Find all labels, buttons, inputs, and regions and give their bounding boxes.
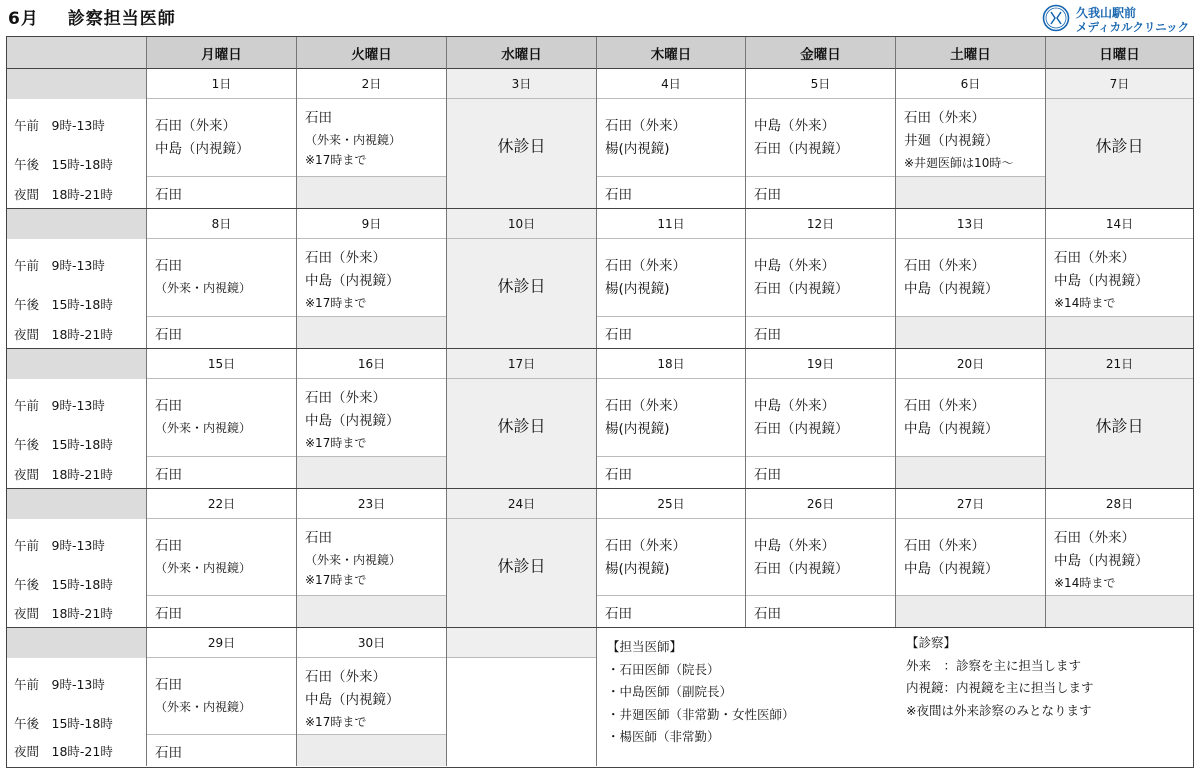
doctor-line: ※17時まで xyxy=(305,436,367,450)
date-label: 30日 xyxy=(297,628,446,658)
doctor-line: 中島（内視鏡） xyxy=(1054,553,1149,569)
doctor-line: 石田（外来） xyxy=(605,398,686,414)
evening-doctor: 石田 xyxy=(147,734,296,766)
doctor-line: （外来・内視鏡） xyxy=(155,700,252,714)
date-label: 14日 xyxy=(1046,209,1193,239)
date-label: 18日 xyxy=(597,349,745,379)
day-cell xyxy=(297,628,447,766)
day-doctors xyxy=(754,535,891,581)
doctor-line: 石田（内視鏡） xyxy=(754,421,849,437)
time-label-afternoon: 午後 15時-18時 xyxy=(14,577,113,592)
weekday-header: 火曜日 xyxy=(297,37,447,69)
evening-doctor: 石田 xyxy=(746,316,895,348)
doctor-line: ※井廻医師は10時～ xyxy=(904,156,1014,170)
doctor-line: 中島（外来） xyxy=(754,398,835,414)
week-row xyxy=(7,69,1193,209)
doctor-line: 井廻（内視鏡） xyxy=(904,133,999,149)
time-slot-labels xyxy=(7,69,147,208)
time-label-morning: 午前 9時-13時 xyxy=(14,398,105,413)
day-doctors xyxy=(1054,527,1189,593)
evening-doctor: 石田 xyxy=(147,456,296,488)
day-cell xyxy=(597,69,746,208)
doctor-list-item: ・楊医師（非常勤） xyxy=(607,729,720,744)
doctor-line: 中島（内視鏡） xyxy=(1054,273,1149,289)
doctor-line: 中島（外来） xyxy=(754,538,835,554)
time-label-afternoon: 午後 15時-18時 xyxy=(14,437,113,452)
doctor-line: ※17時まで xyxy=(305,715,367,729)
doctor-list-item: ・井廻医師（非常勤・女性医師） xyxy=(607,706,795,722)
day-cell xyxy=(746,209,896,348)
evening-doctor xyxy=(1046,316,1193,348)
day-doctors xyxy=(904,535,1041,581)
date-label: 22日 xyxy=(147,489,296,519)
day-doctors xyxy=(155,115,292,161)
consult-notes-item: 内視鏡：内視鏡を主に担当します xyxy=(906,680,1094,695)
date-label: 9日 xyxy=(297,209,446,239)
doctor-line: 中島（内視鏡） xyxy=(305,413,400,429)
date-label: 7日 xyxy=(1046,69,1193,99)
closed-day-cell xyxy=(1046,349,1193,488)
page-title xyxy=(8,4,176,29)
day-doctors xyxy=(605,255,741,301)
doctor-line: ※17時まで xyxy=(305,153,367,167)
doctor-line: 楊(内視鏡) xyxy=(605,141,670,157)
day-cell xyxy=(147,628,297,766)
evening-doctor xyxy=(297,456,446,488)
day-doctors xyxy=(155,535,292,578)
closed-label: 休診日 xyxy=(1095,416,1144,436)
empty-day-cell xyxy=(447,628,597,766)
evening-doctor: 石田 xyxy=(597,176,745,208)
doctor-line: 石田（内視鏡） xyxy=(754,141,849,157)
evening-doctor: 石田 xyxy=(746,176,895,208)
evening-doctor xyxy=(297,734,446,766)
consult-notes xyxy=(906,632,1094,722)
doctor-line: 石田（外来） xyxy=(605,118,686,134)
doctor-line: 石田 xyxy=(155,538,182,554)
day-doctors xyxy=(605,535,741,581)
doctor-line: 中島（内視鏡） xyxy=(904,561,999,577)
day-cell xyxy=(597,489,746,627)
closed-label: 休診日 xyxy=(497,136,546,156)
day-cell xyxy=(297,489,447,627)
evening-doctor xyxy=(297,316,446,348)
doctor-line: 石田（外来） xyxy=(305,669,386,685)
schedule-grid xyxy=(6,36,1194,768)
header-corner xyxy=(7,37,147,69)
date-label-empty xyxy=(447,628,596,658)
day-cell xyxy=(297,69,447,208)
time-label-evening: 夜間 18時-21時 xyxy=(14,744,113,759)
doctor-line: 石田（外来） xyxy=(904,398,985,414)
day-doctors xyxy=(1054,247,1189,313)
evening-doctor: 石田 xyxy=(597,456,745,488)
label-spacer xyxy=(7,349,146,379)
doctor-line: 石田（外来） xyxy=(155,118,236,134)
day-cell xyxy=(896,489,1046,627)
day-cell xyxy=(896,349,1046,488)
doctor-line: 楊(内視鏡) xyxy=(605,561,670,577)
day-doctors xyxy=(904,255,1041,301)
doctor-line: 中島（内視鏡） xyxy=(155,141,250,157)
evening-doctor: 石田 xyxy=(597,316,745,348)
doctor-line: 石田（外来） xyxy=(904,110,985,126)
day-doctors xyxy=(305,666,442,732)
closed-label: 休診日 xyxy=(497,556,546,575)
day-doctors xyxy=(305,527,442,590)
date-label: 13日 xyxy=(896,209,1045,239)
doctor-line: ※14時まで xyxy=(1054,576,1116,590)
day-doctors xyxy=(605,115,741,161)
day-cell xyxy=(746,489,896,627)
doctor-line: 石田（外来） xyxy=(1054,250,1135,266)
day-cell xyxy=(297,209,447,348)
doctor-line: （外来・内視鏡） xyxy=(155,421,252,435)
day-cell xyxy=(147,209,297,348)
doctor-line: 中島（内視鏡） xyxy=(904,281,999,297)
label-spacer xyxy=(7,628,146,658)
weekday-header: 木曜日 xyxy=(597,37,746,69)
doctor-line: 石田 xyxy=(305,530,332,546)
doctor-line: （外来・内視鏡） xyxy=(155,561,252,575)
doctor-line: 石田 xyxy=(155,398,182,414)
day-doctors xyxy=(904,107,1041,173)
week-row xyxy=(7,209,1193,349)
weekday-header: 土曜日 xyxy=(896,37,1046,69)
label-spacer xyxy=(7,69,146,99)
date-label: 11日 xyxy=(597,209,745,239)
doctor-line: 中島（外来） xyxy=(754,118,835,134)
date-label: 23日 xyxy=(297,489,446,519)
time-label-afternoon: 午後 15時-18時 xyxy=(14,716,113,731)
doctor-line: 石田 xyxy=(155,677,182,693)
date-label: 6日 xyxy=(896,69,1045,99)
closed-day-cell xyxy=(447,209,597,348)
weekday-header: 日曜日 xyxy=(1046,37,1193,69)
day-cell xyxy=(896,209,1046,348)
closed-day-cell xyxy=(447,489,597,627)
time-slot-labels xyxy=(7,489,147,627)
label-spacer xyxy=(7,489,146,519)
weekday-header: 金曜日 xyxy=(746,37,896,69)
time-label-evening: 夜間 18時-21時 xyxy=(14,606,113,621)
date-label: 24日 xyxy=(447,489,596,519)
date-label: 2日 xyxy=(297,69,446,99)
clinic-emblem-icon xyxy=(1042,4,1070,32)
date-label: 16日 xyxy=(297,349,446,379)
date-label: 12日 xyxy=(746,209,895,239)
date-label: 29日 xyxy=(147,628,296,658)
doctor-line: 中島（内視鏡） xyxy=(305,692,400,708)
week-row xyxy=(7,628,1193,766)
consult-notes-item: ※夜間は外来診察のみとなります xyxy=(906,702,1092,718)
doctor-line: 中島（内視鏡） xyxy=(305,273,400,289)
consult-notes-item: 外来 ：診察を主に担当します xyxy=(906,657,1082,673)
doctor-list xyxy=(607,636,795,749)
doctor-line: 石田（外来） xyxy=(904,258,985,274)
doctor-line: 楊(内視鏡) xyxy=(605,421,670,437)
day-doctors xyxy=(305,247,442,313)
doctor-line: 石田（内視鏡） xyxy=(754,281,849,297)
doctor-line: 石田 xyxy=(305,110,332,126)
doctor-line: 石田（外来） xyxy=(605,258,686,274)
doctor-line: 石田（外来） xyxy=(605,538,686,554)
evening-doctor xyxy=(896,595,1045,627)
time-slot-labels xyxy=(7,349,147,488)
day-cell xyxy=(746,349,896,488)
doctor-line: 中島（外来） xyxy=(754,258,835,274)
time-slot-labels xyxy=(7,628,147,766)
date-label: 3日 xyxy=(447,69,596,99)
day-cell xyxy=(597,209,746,348)
doctor-line: ※14時まで xyxy=(1054,296,1116,310)
evening-doctor xyxy=(1046,595,1193,627)
time-label-morning: 午前 9時-13時 xyxy=(14,677,105,692)
evening-doctor xyxy=(297,595,446,627)
day-doctors xyxy=(305,387,442,453)
clinic-name-line1: 久我山駅前 xyxy=(1076,6,1137,20)
doctor-line: （外来・内視鏡） xyxy=(305,553,402,567)
date-label: 27日 xyxy=(896,489,1045,519)
date-label: 25日 xyxy=(597,489,745,519)
doctor-line: 石田（外来） xyxy=(305,250,386,266)
day-cell xyxy=(297,349,447,488)
evening-doctor: 石田 xyxy=(746,595,895,627)
day-doctors xyxy=(605,395,741,441)
label-spacer xyxy=(7,209,146,239)
day-doctors xyxy=(155,395,292,438)
date-label: 26日 xyxy=(746,489,895,519)
doctor-line: （外来・内視鏡） xyxy=(155,281,252,295)
day-cell xyxy=(147,69,297,208)
date-label: 4日 xyxy=(597,69,745,99)
doctor-list-item: ・石田医師（院長） xyxy=(607,661,720,677)
week-row xyxy=(7,489,1193,628)
day-doctors xyxy=(155,674,292,717)
doctor-line: ※17時まで xyxy=(305,573,367,587)
day-cell xyxy=(896,69,1046,208)
doctor-line: 中島（内視鏡） xyxy=(904,421,999,437)
closed-label: 休診日 xyxy=(497,416,546,436)
doctor-list-title: 【担当医師】 xyxy=(607,639,683,654)
evening-doctor xyxy=(896,316,1045,348)
evening-doctor: 石田 xyxy=(746,456,895,488)
time-label-morning: 午前 9時-13時 xyxy=(14,538,105,553)
day-doctors xyxy=(754,115,891,161)
day-cell xyxy=(1046,209,1193,348)
evening-doctor: 石田 xyxy=(147,316,296,348)
date-label: 15日 xyxy=(147,349,296,379)
day-cell xyxy=(147,489,297,627)
evening-doctor: 石田 xyxy=(597,595,745,627)
time-label-evening: 夜間 18時-21時 xyxy=(14,187,113,202)
closed-day-cell xyxy=(447,349,597,488)
day-cell xyxy=(147,349,297,488)
time-label-evening: 夜間 18時-21時 xyxy=(14,327,113,342)
evening-doctor: 石田 xyxy=(147,595,296,627)
day-cell xyxy=(597,349,746,488)
closed-label: 休診日 xyxy=(1095,136,1144,156)
week-row xyxy=(7,349,1193,489)
day-doctors xyxy=(754,395,891,441)
weekday-header: 月曜日 xyxy=(147,37,297,69)
doctor-list-item: ・中島医師（副院長） xyxy=(607,684,733,699)
evening-doctor xyxy=(896,456,1045,488)
date-label: 21日 xyxy=(1046,349,1193,379)
clinic-logo xyxy=(1040,3,1198,37)
time-label-afternoon: 午後 15時-18時 xyxy=(14,157,113,172)
time-slot-labels xyxy=(7,209,147,348)
clinic-name-line2: メディカルクリニック xyxy=(1076,20,1190,34)
consult-notes-title: 【診察】 xyxy=(906,635,957,650)
day-doctors xyxy=(754,255,891,301)
doctor-line: 石田（内視鏡） xyxy=(754,561,849,577)
closed-label: 休診日 xyxy=(497,276,546,296)
time-label-afternoon: 午後 15時-18時 xyxy=(14,297,113,312)
date-label: 10日 xyxy=(447,209,596,239)
month-label: 6月 xyxy=(8,9,39,29)
doctor-line: 石田 xyxy=(155,258,182,274)
closed-day-cell xyxy=(1046,69,1193,208)
schedule-title: 診察担当医師 xyxy=(67,9,176,29)
day-doctors xyxy=(305,107,442,170)
closed-day-cell xyxy=(447,69,597,208)
date-label: 20日 xyxy=(896,349,1045,379)
time-label-morning: 午前 9時-13時 xyxy=(14,258,105,273)
day-cell xyxy=(1046,489,1193,627)
date-label: 8日 xyxy=(147,209,296,239)
date-label: 28日 xyxy=(1046,489,1193,519)
time-label-evening: 夜間 18時-21時 xyxy=(14,467,113,482)
date-label: 1日 xyxy=(147,69,296,99)
date-label: 19日 xyxy=(746,349,895,379)
doctor-line: （外来・内視鏡） xyxy=(305,133,402,147)
evening-doctor xyxy=(297,176,446,208)
time-label-morning: 午前 9時-13時 xyxy=(14,118,105,133)
doctor-line: 楊(内視鏡) xyxy=(605,281,670,297)
doctor-line: 石田（外来） xyxy=(904,538,985,554)
evening-doctor: 石田 xyxy=(147,176,296,208)
date-label: 5日 xyxy=(746,69,895,99)
doctor-line: 石田（外来） xyxy=(305,390,386,406)
day-doctors xyxy=(904,395,1041,441)
doctor-line: 石田（外来） xyxy=(1054,530,1135,546)
day-cell xyxy=(746,69,896,208)
weekday-header: 水曜日 xyxy=(447,37,597,69)
evening-doctor xyxy=(896,176,1045,208)
day-doctors xyxy=(155,255,292,298)
doctor-line: ※17時まで xyxy=(305,296,367,310)
date-label: 17日 xyxy=(447,349,596,379)
